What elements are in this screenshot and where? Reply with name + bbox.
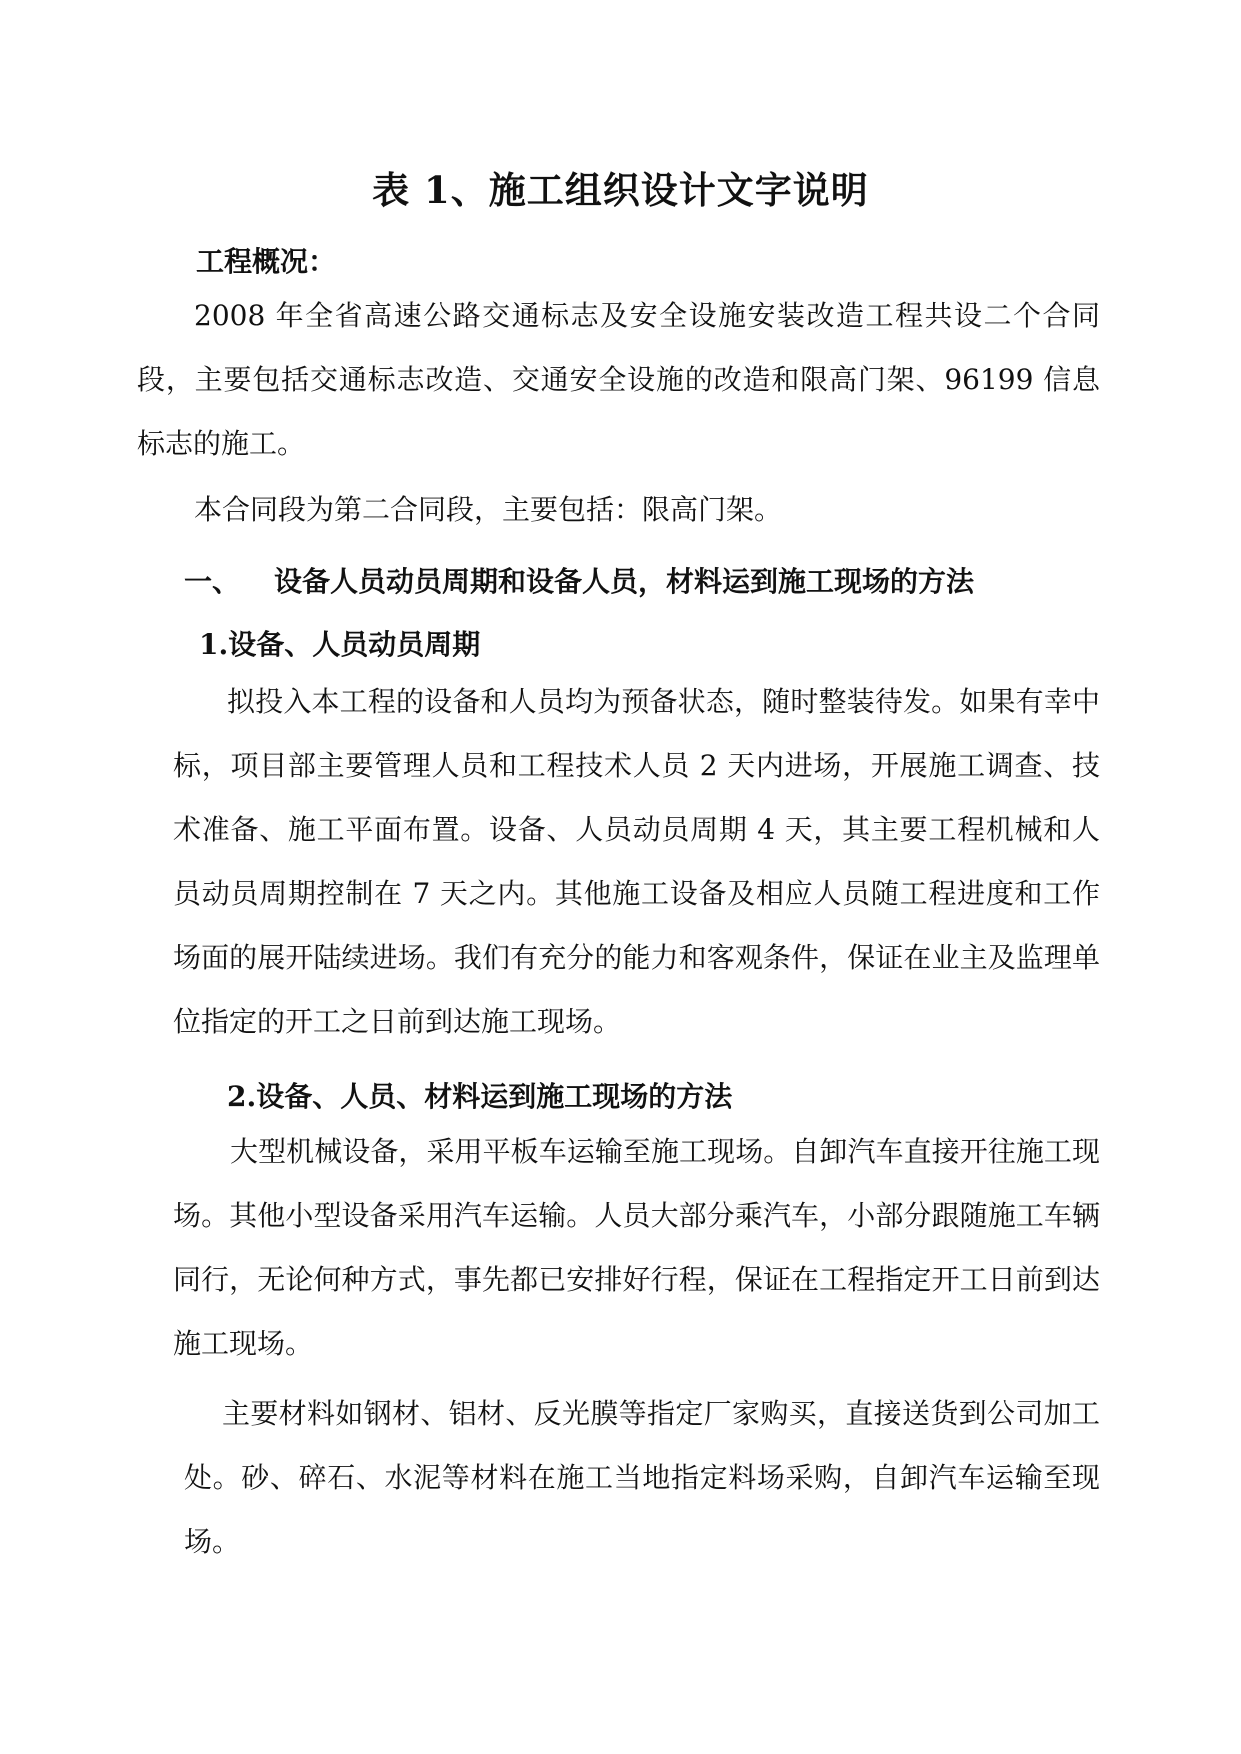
section-1-number: 一、 bbox=[184, 565, 241, 598]
overview-paragraph-2: 本合同段为第二合同段，主要包括：限高门架。 bbox=[194, 493, 783, 526]
subsection-1-paragraph: 拟投入本工程的设备和人员均为预备状态，随时整装待发。如果有幸中标，项目部主要管理人员和工程技术人员 2 天内进场，开展施工调查、技术准备、施工平面布置。设备、人员动员周期 4 天，其主要工程机械和人员动员周期控制在 7 天之内。其他施工设备及相应人员随工程进度和工作场面的展开陆续进场。我们有充分的能力和客观条件，保证在业主及监理单位指定的开工之日前到达施工现场。 bbox=[173, 685, 1100, 1038]
section-1-title: 设备人员动员周期和设备人员，材料运到施工现场的方法 bbox=[274, 565, 975, 598]
overview-heading: 工程概况： bbox=[196, 245, 337, 278]
subsection-2-paragraph-1: 大型机械设备，采用平板车运输至施工现场。自卸汽车直接开往施工现场。其他小型设备采用汽车运输。人员大部分乘汽车，小部分跟随施工车辆同行，无论何种方式，事先都已安排好行程，保证在工程指定开工日前到达施工现场。 bbox=[173, 1135, 1100, 1360]
subsection-1-heading: 1.设备、人员动员周期 bbox=[199, 628, 481, 661]
subsection-2-paragraph-2: 主要材料如钢材、铝材、反光膜等指定厂家购买，直接送货到公司加工处。砂、碎石、水泥等材料在施工当地指定料场采购，自卸汽车运输至现场。 bbox=[184, 1397, 1100, 1558]
overview-paragraph-1: 2008 年全省高速公路交通标志及安全设施安装改造工程共设二个合同段，主要包括交通标志改造、交通安全设施的改造和限高门架、96199 信息标志的施工。 bbox=[137, 299, 1100, 460]
section-1-heading bbox=[184, 560, 974, 600]
subsection-2-heading: 2.设备、人员、材料运到施工现场的方法 bbox=[227, 1080, 733, 1113]
document-title: 表 1、施工组织设计文字说明 bbox=[372, 168, 869, 212]
